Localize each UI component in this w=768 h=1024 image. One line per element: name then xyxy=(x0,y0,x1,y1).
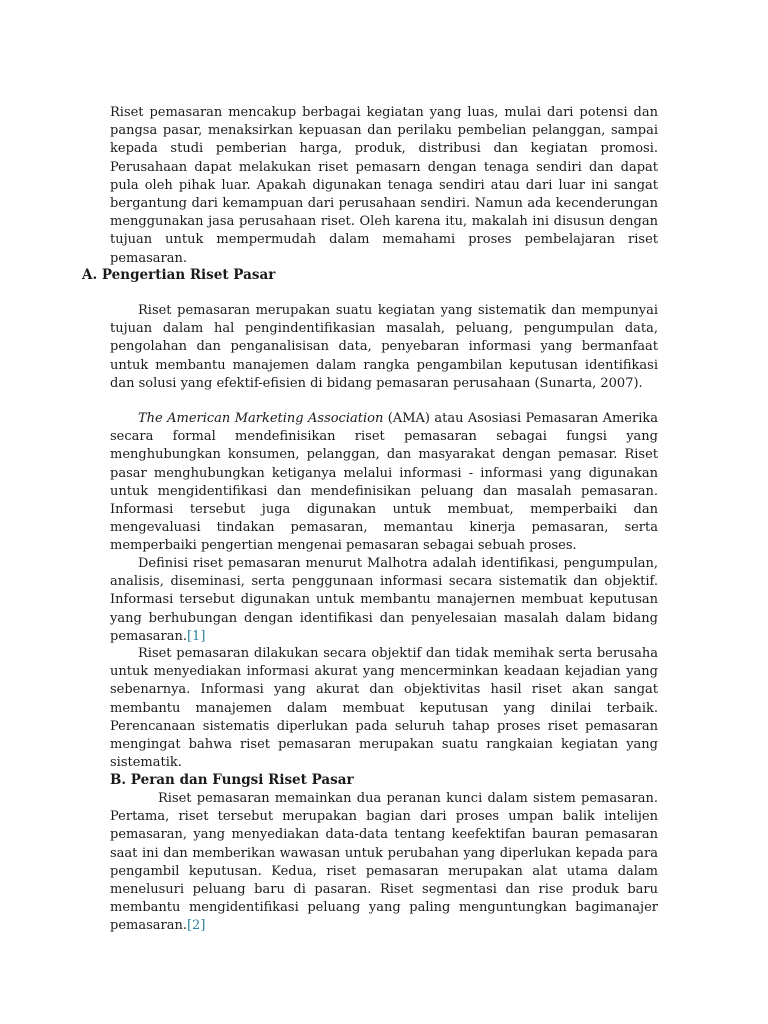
intro-paragraph: Riset pemasaran mencakup berbagai kegiatan yang luas, mulai dari potensi dan pangsa pasar, menaksirkan kepuasan dan perilaku pembelian pelanggan, sampai kepada studi pemberian harga, produk, distribusi dan kegiatan promosi. Perusahaan dapat melakukan riset pemasarn dengan tenaga sendiri dan dapat pula oleh pihak luar. Apakah digunakan tenaga sendiri atau dari luar ini sangat bergantung dari kemampuan dari perusahaan sendiri. Namun ada kecenderungan menggunakan jasa perusahaan riset. Oleh karena itu, makalah ini disusun dengan tujuan untuk mempermudah dalam memahami proses pembelajaran riset pemasaran. xyxy=(110,105,658,266)
section-a-heading: A. Pengertian Riset Pasar xyxy=(82,267,276,283)
ama-name: The American Marketing Association xyxy=(138,411,384,426)
section-a-paragraph-2-text: (AMA) atau Asosiasi Pemasaran Amerika secara formal mendefinisikan riset pemasaran sebagai fungsi yang menghubungkan konsumen, pelanggan, dan masyarakat dengan pemasar. Riset pasar menghubungkan ketiganya melalui informasi - informasi yang digunakan untuk mengidentifikasi dan mendefinisikan peluang dan masalah pemasaran. Informasi tersebut juga digunakan untuk membuat, memperbaiki dan mengevaluasi tindakan pemasaran, memantau kinerja pemasaran, serta memperbaiki pengertian mengenai pemasaran sebagai sebuah proses. xyxy=(110,411,659,554)
section-a-paragraph-3-text: Definisi riset pemasaran menurut Malhotra adalah identifikasi, pengumpulan, analisis, diseminasi, serta penggunaan informasi secara sistematik dan objektif. Informasi tersebut digunakan untuk membantu manajernen membuat keputusan yang berhubungan dengan identifikasi dan penyelesaian masalah dalam bidang pemasaran. xyxy=(110,556,658,644)
section-b-heading: B. Peran dan Fungsi Riset Pasar xyxy=(110,772,354,788)
section-a-paragraph-4: Riset pemasaran dilakukan secara objektif dan tidak memihak serta berusaha untuk menyediakan informasi akurat yang mencerminkan keadaan kejadian yang sebenarnya. Informasi yang akurat dan objektivitas hasil riset akan sangat membantu manajemen dalam membuat keputusan yang dinilai terbaik. Perencanaan sistematis diperlukan pada seluruh tahap proses riset pemasaran mengingat bahwa riset pemasaran merupakan suatu rangkaian kegiatan yang sistematik. xyxy=(110,646,658,771)
citation-link-2[interactable]: [2] xyxy=(186,918,206,934)
section-a-paragraph-3 xyxy=(110,555,658,646)
section-b-paragraph-1 xyxy=(110,790,658,936)
section-a-paragraph-1: Riset pemasaran merupakan suatu kegiatan yang sistematik dan mempunyai tujuan dalam hal pengindentifikasian masalah, peluang, pengumpulan data, pengolahan dan penganalisisan data, penyebaran informasi yang bermanfaat untuk membantu manajemen dalam rangka pengambilan keputusan identifikasi dan solusi yang efektif-efisien di bidang pemasaran perusahaan (Sunarta, 2007). xyxy=(110,303,658,391)
section-b-paragraph-1-text: Riset pemasaran memainkan dua peranan kunci dalam sistem pemasaran. Pertama, riset tersebut merupakan bagian dari proses umpan balik intelijen pemasaran, yang menyediakan data-data tentang keefektifan bauran pemasaran saat ini dan memberikan wawasan untuk perubahan yang diperlukan kepada para pengambil keputusan. Kedua, riset pemasaran merupakan alat utama dalam menelusuri peluang baru di pasaran. Riset segmentasi dan rise produk baru membantu mengidentifikasi peluang yang paling menguntungkan bagimanajer pemasaran. xyxy=(110,791,658,934)
section-a-paragraph-2 xyxy=(110,410,658,556)
citation-link-1[interactable]: [1] xyxy=(186,628,206,644)
